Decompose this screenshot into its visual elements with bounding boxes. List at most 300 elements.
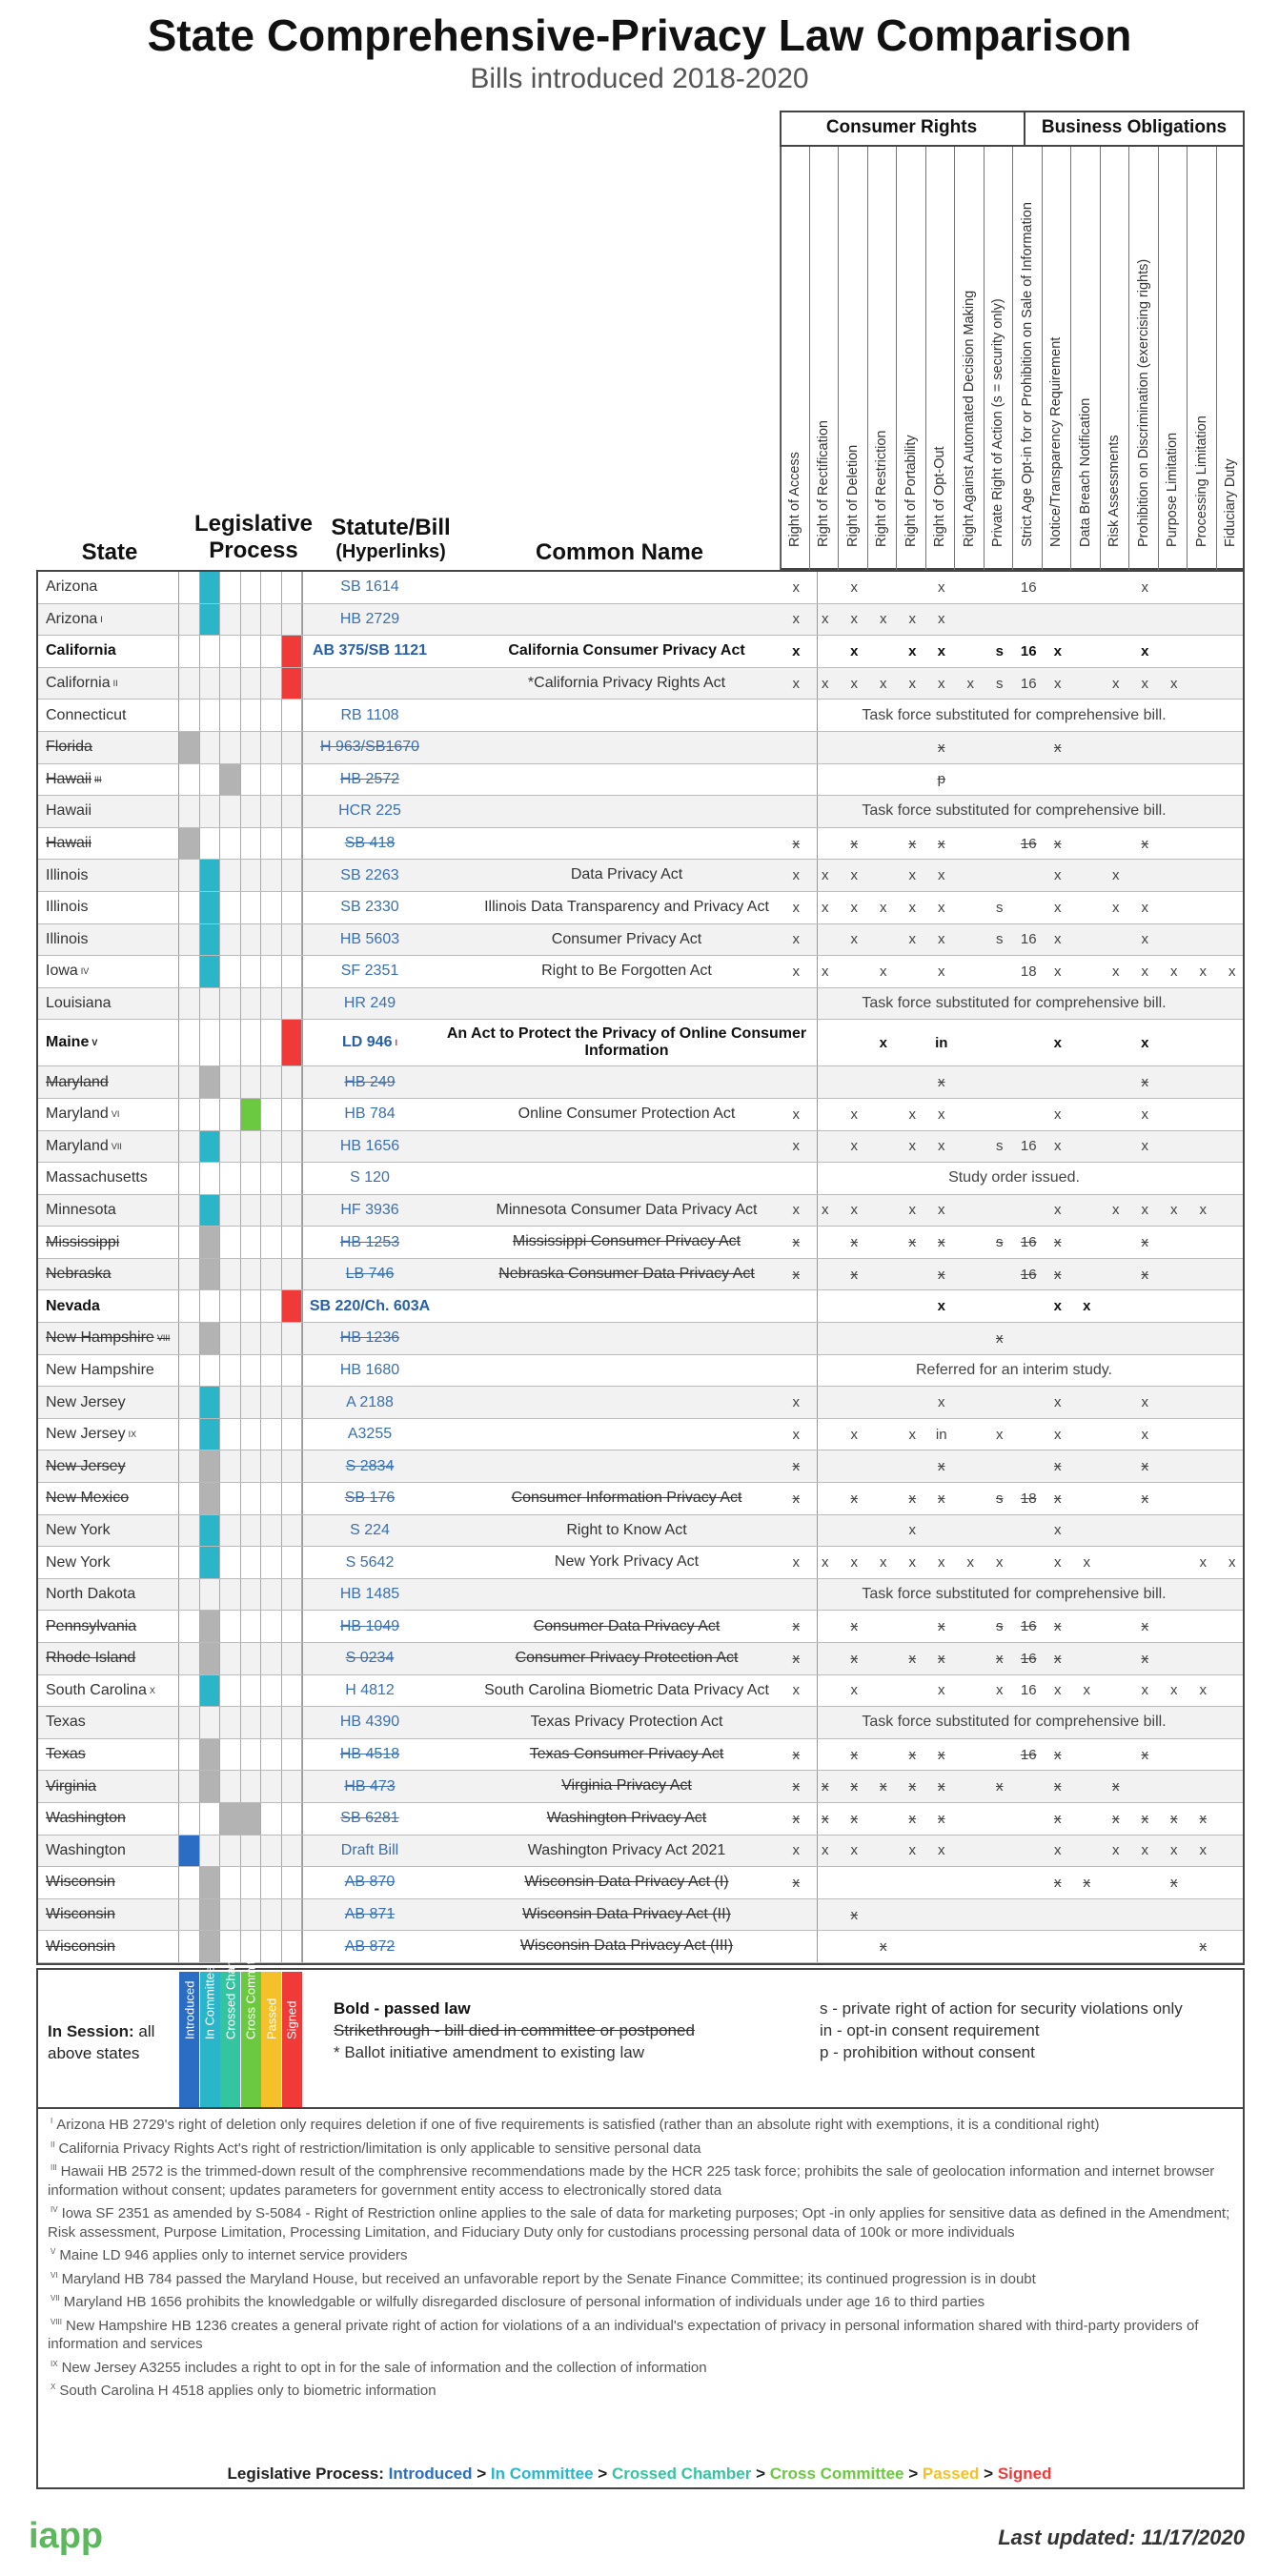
bill-link[interactable]: SF 2351 [340, 963, 399, 980]
process-stage-box [241, 1483, 262, 1514]
table-row [38, 572, 1243, 604]
rights-mark: x [792, 675, 800, 692]
process-stage-box [261, 764, 282, 796]
rights-mark: x [850, 611, 858, 628]
bill-link[interactable]: HB 1680 [339, 1361, 400, 1378]
bill-link[interactable]: SB 1614 [340, 578, 399, 596]
rights-mark: x [908, 1810, 916, 1827]
rights-mark: x [938, 1458, 945, 1475]
process-stage-box [220, 1355, 241, 1387]
process-cell [179, 1515, 303, 1547]
rights-mark: x [792, 1778, 800, 1795]
common-name-cell: Data Privacy Act [436, 860, 818, 891]
rights-mark: x [850, 578, 858, 596]
bill-link[interactable]: HCR 225 [338, 802, 401, 820]
process-stage-box [179, 1020, 200, 1065]
process-stage-box [200, 1547, 221, 1578]
bill-link[interactable]: HB 2572 [339, 770, 400, 787]
rights-mark: x [1141, 1202, 1148, 1219]
process-cell [179, 924, 303, 956]
state-cell: Texas [38, 1707, 179, 1738]
process-stage-box [261, 1739, 282, 1771]
bill-link[interactable]: Draft Bill [340, 1841, 399, 1858]
process-stage-box [200, 956, 221, 987]
process-cell [179, 572, 303, 603]
bill-link[interactable]: SB 6281 [340, 1810, 399, 1827]
process-stage-box [220, 1131, 241, 1163]
process-stage-box [282, 1099, 303, 1130]
process-stage-box [179, 1515, 200, 1547]
rights-column-label: Right of Deletion [844, 444, 861, 547]
rights-mark: in [935, 1426, 947, 1443]
process-stage-box [200, 764, 221, 796]
rights-mark: 16 [1020, 835, 1037, 852]
process-stage-box [220, 956, 241, 987]
rights-mark: x [822, 1202, 829, 1219]
bill-link[interactable]: HB 1485 [339, 1586, 400, 1603]
bill-link[interactable]: HB 1236 [339, 1329, 400, 1347]
process-stage-box [282, 1579, 303, 1611]
process-cell [179, 700, 303, 731]
bill-link[interactable]: HB 4390 [339, 1714, 400, 1731]
process-stage-box [282, 1771, 303, 1802]
bill-link[interactable]: S 120 [350, 1169, 390, 1187]
process-stage-box [200, 572, 221, 603]
rights-mark: 18 [1020, 963, 1037, 980]
process-stage-box [261, 1163, 282, 1194]
rights-column-label: Private Right of Action (s = security only) [990, 298, 1006, 547]
process-stage-box [220, 1387, 241, 1418]
rights-mark: x [938, 739, 945, 756]
state-cell: New Jersey [38, 1450, 179, 1482]
rights-mark: x [1054, 1810, 1062, 1827]
process-stage-box [220, 892, 241, 923]
process-cell [179, 1579, 303, 1611]
rights-mark: x [1170, 1682, 1178, 1699]
rights-mark: x [792, 1138, 800, 1155]
process-stage-box [220, 604, 241, 636]
rights-mark: x [1199, 1682, 1207, 1699]
bill-link[interactable]: HR 249 [343, 995, 396, 1012]
legend-bar-label: Crossed Chamber [223, 1938, 237, 2039]
process-stage-box [261, 1419, 282, 1450]
state-cell: Washington [38, 1836, 179, 1867]
process-stage-box [220, 1771, 241, 1802]
rights-mark: x [908, 611, 916, 628]
rights-mark: x [908, 1522, 916, 1539]
rights-mark: x [1054, 1874, 1062, 1891]
process-stage-box [241, 796, 262, 827]
process-stage-box [179, 796, 200, 827]
process-stage-box [179, 1483, 200, 1514]
bill-link[interactable]: HB 473 [344, 1777, 396, 1795]
bill-link[interactable]: HB 5603 [339, 930, 400, 947]
rights-mark: x [938, 1202, 945, 1219]
process-cell [179, 604, 303, 636]
table-row [38, 1899, 1243, 1932]
rights-mark: x [850, 1906, 858, 1923]
table-row [38, 1803, 1243, 1836]
process-cell [179, 1020, 303, 1065]
legend-bar-label: Signed [284, 2000, 299, 2039]
rights-mark: x [1054, 1426, 1062, 1443]
process-stage-box [220, 1290, 241, 1322]
bill-link[interactable]: HB 1049 [339, 1617, 400, 1634]
common-name-cell: New York Privacy Act [436, 1547, 818, 1578]
rights-mark: x [908, 1234, 916, 1251]
process-stage-box [241, 1066, 262, 1098]
process-stage-box [241, 1836, 262, 1867]
rights-column-label: Right of Opt-Out [932, 446, 948, 547]
rights-mark: x [792, 963, 800, 980]
process-stage-box [179, 1131, 200, 1163]
rights-column-label: Fiduciary Duty [1223, 458, 1239, 547]
process-stage-box [261, 1867, 282, 1898]
state-cell: Illinois [38, 860, 179, 891]
bill-link[interactable]: LD 946 I [342, 1034, 397, 1051]
bill-link[interactable]: S 0234 [345, 1650, 395, 1667]
bill-link[interactable]: AB 870 [344, 1874, 396, 1891]
process-stage-box [241, 1259, 262, 1290]
table-row [38, 1227, 1243, 1259]
process-stage-box [200, 1739, 221, 1771]
table-row [38, 1739, 1243, 1772]
process-stage-box [241, 1163, 262, 1194]
footnote: $^X$ South Carolina H 4518 applies only to biometric information [51, 2383, 436, 2399]
bill-link[interactable]: S 2834 [345, 1457, 395, 1474]
process-cell [179, 1099, 303, 1130]
process-stage-box [200, 604, 221, 636]
rights-mark: x [792, 1234, 800, 1251]
bill-link[interactable]: HB 1656 [339, 1137, 400, 1154]
rights-mark: x [1141, 1490, 1148, 1507]
state-cell: California II [38, 668, 179, 700]
rights-mark: x [1083, 1682, 1090, 1699]
footnote: $^{VII}$ Maryland HB 1656 prohibits the knowledgable or wilfully disregarded disclosure of personal information of individuals under age 16 to third parties [51, 2294, 985, 2310]
common-name-cell [436, 1579, 818, 1611]
rights-mark: x [1054, 1234, 1062, 1251]
process-stage-box [241, 732, 262, 763]
state-cell: Illinois [38, 924, 179, 956]
process-stage-box [241, 668, 262, 700]
process-stage-box [261, 700, 282, 731]
process-stage-box [220, 1450, 241, 1482]
bill-link[interactable]: HB 1253 [339, 1233, 400, 1250]
process-stage-box [241, 892, 262, 923]
process-stage-box [200, 796, 221, 827]
footnote: $^{VI}$ Maryland HB 784 passed the Maryland House, but received an unfavorable report by the Senate Finance Committee; its continued progression is in doubt [51, 2270, 1036, 2287]
legend-bar-crossed_chamber [220, 1938, 240, 2107]
process-stage-box [241, 572, 262, 603]
table-row [38, 1163, 1243, 1195]
bill-link[interactable]: SB 2330 [340, 899, 399, 916]
rights-column-header [1042, 147, 1071, 570]
rights-mark: s [996, 1234, 1004, 1251]
legend-bar-signed [282, 1972, 302, 2107]
rights-column-header [1187, 147, 1216, 570]
bill-link[interactable]: HB 4518 [339, 1746, 400, 1763]
table-row [38, 1259, 1243, 1291]
process-stage-box [261, 572, 282, 603]
process-stage-box [282, 1836, 303, 1867]
rights-mark: x [1054, 1490, 1062, 1507]
bill-link[interactable]: A3255 [347, 1426, 393, 1443]
process-stage-box [282, 636, 303, 667]
rights-mark: 16 [1020, 1650, 1037, 1667]
process-stage-box [282, 828, 303, 860]
process-stage-box [282, 1450, 303, 1482]
table-row [38, 1020, 1243, 1066]
bill-link[interactable]: SB 418 [344, 835, 396, 852]
rights-mark: x [996, 1329, 1004, 1347]
process-stage-box [261, 1387, 282, 1418]
process-stage-box [261, 1195, 282, 1227]
rights-mark: x [850, 931, 858, 948]
state-cell: Hawaii III [38, 764, 179, 796]
common-name-cell [436, 988, 818, 1020]
rights-mark: x [1054, 1138, 1062, 1155]
process-stage-box [200, 1419, 221, 1450]
process-cell [179, 1259, 303, 1290]
state-cell: New Jersey [38, 1387, 179, 1418]
rights-mark: x [1170, 675, 1178, 692]
business-obligations-group-label: Business Obligations [1041, 117, 1228, 137]
process-stage-box [179, 1836, 200, 1867]
process-stage-box [200, 1675, 221, 1707]
process-stage-box [200, 1707, 221, 1738]
rights-mark: s [996, 899, 1004, 916]
bill-link[interactable]: SB 220/Ch. 603A [309, 1297, 431, 1314]
rights-mark: x [996, 1650, 1004, 1667]
rights-mark: in [935, 1034, 948, 1051]
process-stage-box [261, 1227, 282, 1258]
rights-mark: x [1112, 963, 1120, 980]
table-row [38, 796, 1243, 828]
rights-mark: 16 [1020, 675, 1037, 692]
bill-link[interactable]: HF 3936 [340, 1201, 399, 1218]
process-stage-box [200, 1450, 221, 1482]
process-stage-box [241, 1323, 262, 1354]
process-cell [179, 1611, 303, 1642]
bill-link[interactable]: AB 872 [344, 1937, 396, 1955]
common-name-cell: *California Privacy Rights Act [436, 668, 818, 700]
process-stage-box [282, 668, 303, 700]
process-stage-box [261, 1611, 282, 1642]
bill-link[interactable]: HB 784 [344, 1105, 396, 1123]
process-cell [179, 1066, 303, 1098]
common-name-cell: Virginia Privacy Act [436, 1771, 818, 1802]
bill-link[interactable]: SB 176 [344, 1490, 396, 1507]
rights-mark: x [908, 1202, 916, 1219]
common-name-cell [436, 1419, 818, 1450]
process-stage-box [200, 700, 221, 731]
state-cell: New Mexico [38, 1483, 179, 1514]
rights-mark: x [1054, 675, 1062, 692]
process-stage-box [179, 1066, 200, 1098]
common-name-cell [436, 828, 818, 860]
rights-column-header [896, 147, 925, 570]
rights-mark: x [938, 1682, 945, 1699]
process-stage-box [179, 1355, 200, 1387]
process-cell [179, 1323, 303, 1354]
bill-link[interactable]: LB 746 [345, 1266, 395, 1283]
common-name-cell: Right to Know Act [436, 1515, 818, 1547]
bill-link[interactable]: SB 2263 [340, 866, 399, 883]
process-stage-box [220, 1547, 241, 1578]
legend-bar-committee [200, 1965, 220, 2107]
state-cell: Hawaii [38, 828, 179, 860]
process-stage-box [200, 988, 221, 1020]
rights-mark: x [792, 1202, 800, 1219]
bill-column-header [315, 515, 467, 563]
process-cell [179, 1290, 303, 1322]
process-step-introduced: Introduced [388, 2464, 473, 2483]
rights-mark: x [792, 1682, 800, 1699]
table-row [38, 956, 1243, 988]
common-name-cell [436, 572, 818, 603]
rights-mark: x [850, 1202, 858, 1219]
bill-link[interactable]: S 224 [350, 1521, 390, 1538]
process-stage-box [179, 988, 200, 1020]
process-stage-box [241, 1803, 262, 1835]
rights-mark: x [1141, 1458, 1148, 1475]
process-stage-box [200, 1579, 221, 1611]
rights-column-header [867, 147, 897, 570]
rights-mark: 16 [1020, 1618, 1037, 1635]
rights-mark: x [1141, 835, 1148, 852]
process-stage-box [200, 1066, 221, 1098]
rights-mark: 16 [1020, 931, 1037, 948]
common-name-cell: Texas Privacy Protection Act [436, 1707, 818, 1738]
rights-column-label: Processing Limitation [1193, 416, 1209, 547]
process-key-steps: Introduced > In Committee > Crossed Chamber > Cross Committee > Passed > Signed [388, 2464, 1052, 2483]
rights-mark: x [792, 1426, 800, 1443]
bill-link[interactable]: RB 1108 [340, 706, 399, 723]
rights-mark: x [880, 611, 887, 628]
iapp-logo[interactable]: iapp [29, 2516, 104, 2556]
process-stage-box [220, 1515, 241, 1547]
process-stage-box [282, 1163, 303, 1194]
rights-mark: x [996, 1682, 1004, 1699]
rights-mark: x [908, 1138, 916, 1155]
rights-mark: x [792, 1746, 800, 1763]
process-cell [179, 1483, 303, 1514]
rights-mark: x [1228, 963, 1236, 980]
state-cell: Arizona [38, 572, 179, 603]
rights-mark: x [996, 1554, 1004, 1572]
process-stage-box [241, 988, 262, 1020]
bill-link[interactable]: HB 249 [344, 1073, 396, 1090]
common-name-cell: Texas Consumer Privacy Act [436, 1739, 818, 1771]
row-note: Referred for an interim study. [915, 1361, 1112, 1378]
process-stage-box [200, 1323, 221, 1354]
rights-mark: x [1054, 1746, 1062, 1763]
process-stage-box [282, 1355, 303, 1387]
legend-s-note: s - private right of action for security violations only [820, 1999, 1183, 2018]
rights-mark: x [850, 1138, 858, 1155]
process-stage-box [179, 1227, 200, 1258]
rights-column-label: Right of Portability [903, 435, 919, 547]
rights-column-header [1158, 147, 1188, 570]
process-stage-box [241, 1643, 262, 1674]
process-stage-box [282, 572, 303, 603]
process-stage-box [241, 860, 262, 891]
process-stage-box [261, 1643, 282, 1674]
table-row [38, 668, 1243, 700]
process-cell [179, 1836, 303, 1867]
common-name-cell: Wisconsin Data Privacy Act (I) [436, 1867, 818, 1898]
process-stage-box [179, 1899, 200, 1931]
rights-mark: x [1141, 1394, 1148, 1411]
process-stage-box [220, 1066, 241, 1098]
rights-column-header [1216, 147, 1246, 570]
state-cell: Virginia [38, 1771, 179, 1802]
process-cell [179, 1739, 303, 1771]
process-stage-box [179, 604, 200, 636]
bill-link[interactable]: HB 2729 [339, 610, 400, 627]
common-name-cell: Minnesota Consumer Data Privacy Act [436, 1195, 818, 1227]
rights-mark: x [1170, 1810, 1178, 1827]
legend-p-note: p - prohibition without consent [820, 2043, 1035, 2061]
bill-link[interactable]: A 2188 [346, 1393, 394, 1410]
rights-mark: x [850, 1778, 858, 1795]
process-stage-box [282, 1739, 303, 1771]
table-row [38, 1066, 1243, 1099]
process-stage-box [179, 860, 200, 891]
bill-link[interactable]: S 5642 [345, 1553, 395, 1571]
rights-mark: x [1054, 835, 1062, 852]
process-stage-box [241, 1579, 262, 1611]
state-cell: Mississippi [38, 1227, 179, 1258]
rights-mark: x [1083, 1874, 1090, 1891]
rights-mark: x [792, 931, 800, 948]
rights-mark: x [850, 1105, 858, 1123]
process-stage-box [282, 1931, 303, 1962]
bill-link[interactable]: H 4812 [345, 1681, 395, 1698]
rights-mark: x [880, 1938, 887, 1956]
state-cell: Texas [38, 1739, 179, 1771]
process-stage-box [282, 1643, 303, 1674]
common-name-cell: An Act to Protect the Privacy of Online Consumer Information [436, 1020, 818, 1065]
rights-mark: s [996, 1618, 1004, 1635]
bill-link[interactable]: AB 871 [344, 1906, 396, 1923]
table-row [38, 764, 1243, 797]
process-stage-box [241, 636, 262, 667]
rights-mark: x [850, 867, 858, 884]
process-stage-box [179, 924, 200, 956]
rights-mark: x [1141, 931, 1148, 948]
rights-mark: x [908, 1650, 916, 1667]
process-step-cross_committee: Cross Committee [769, 2464, 904, 2483]
bill-link[interactable]: H 963/SB1670 [319, 739, 420, 756]
process-stage-box [200, 1931, 221, 1962]
process-cell [179, 1419, 303, 1450]
rights-mark: x [938, 1266, 945, 1283]
rights-mark: x [1141, 963, 1148, 980]
rights-mark: x [938, 1138, 945, 1155]
process-stage-box [241, 924, 262, 956]
row-note: Task force substituted for comprehensive bill. [862, 802, 1167, 820]
bill-link[interactable]: AB 375/SB 1121 [312, 642, 428, 659]
process-stage-box [282, 1483, 303, 1514]
legend-bar-cross_committee [241, 1943, 261, 2107]
common-name-cell: Consumer Data Privacy Act [436, 1611, 818, 1642]
process-stage-box [200, 860, 221, 891]
common-name-cell: Consumer Privacy Protection Act [436, 1643, 818, 1674]
process-stage-box [179, 1867, 200, 1898]
process-stage-box [220, 1867, 241, 1898]
process-stage-box [200, 1163, 221, 1194]
